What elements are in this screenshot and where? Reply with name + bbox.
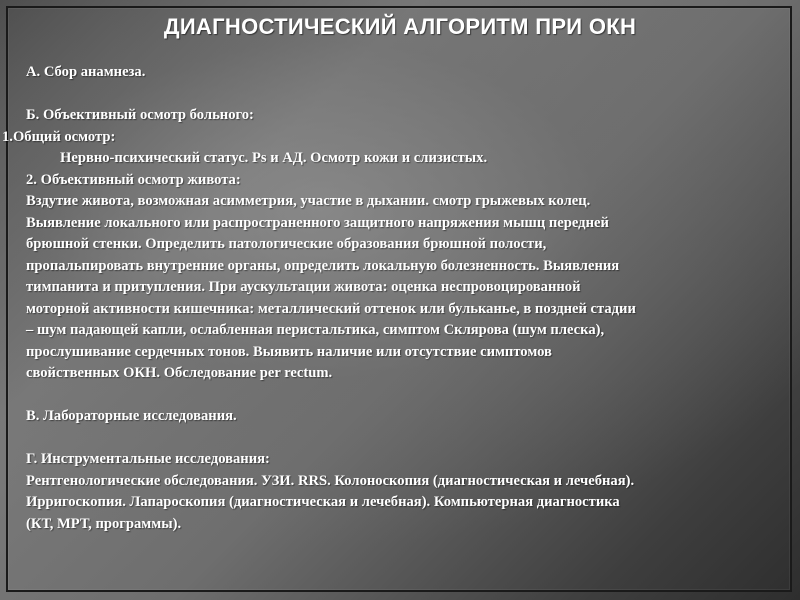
section-a-anamnesis: А. Сбор анамнеза. [26,64,146,80]
abdomen-exam-line: пропальпировать внутренние органы, определить локальную болезненность. Выявления [26,257,620,274]
section-g-heading: Г. Инструментальные исследования: [26,451,270,467]
section-v-lab: В. Лабораторные исследования. [26,408,237,424]
abdomen-exam-line: – шум падающей капли, ослабленная перистальтика, симптом Склярова (шум плеска), [26,322,605,338]
abdomen-exam-line: прослушивание сердечных тонов. Выявить наличие или отсутствие симптомов [26,343,552,360]
abdomen-exam-line: моторной активности кишечника: металлический оттенок или бульканье, в поздней стадии [26,300,636,317]
spacer [0,428,790,450]
section-g-line: Рентгенологические обследования. УЗИ. RRS. Колоноскопия (диагностическая и лечебная). [26,472,635,489]
abdomen-exam-line: Выявление локального или распространенного защитного напряжения мышц передней [26,214,609,231]
general-exam-text: Нервно-психический статус. Ps и АД. Осмотр кожи и слизистых. [60,150,488,166]
general-exam-heading: 1.Общий осмотр: [2,128,116,145]
spacer [0,385,790,407]
abdomen-exam-heading: 2. Объективный осмотр живота: [26,171,241,188]
abdomen-exam-line: свойственных ОКН. Обследование per rectum. [26,365,333,381]
abdomen-exam-line: брюшной стенки. Определить патологические образования брюшной полости, [26,236,547,252]
slide-title: ДИАГНОСТИЧЕСКИЙ АЛГОРИТМ ПРИ ОКН [163,14,637,39]
section-g-line: Ирригоскопия. Лапароскопия (диагностическая и лечебная). Компьютерная диагностика [26,494,620,510]
abdomen-exam-line: тимпанита и притупления. При аускультации живота: оценка неспровоцированной [26,279,581,295]
abdomen-exam-line: Вздутие живота, возможная асимметрия, участие в дыхании. смотр грыжевых колец. [26,193,591,209]
spacer [0,84,790,106]
section-b-heading: Б. Объективный осмотр больного: [26,107,254,123]
section-g-line: (КТ, МРТ, программы). [26,515,182,532]
slide-body [0,62,790,535]
